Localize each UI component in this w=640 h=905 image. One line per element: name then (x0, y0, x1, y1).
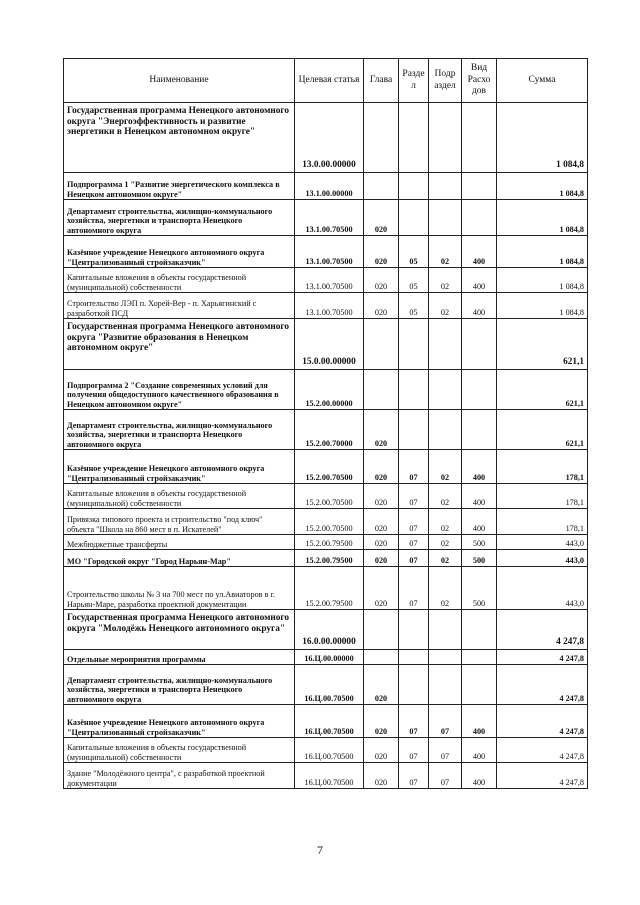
cell-exp-type (462, 650, 497, 665)
header-exp-type: Вид Расхо дов (462, 59, 497, 103)
cell-exp-type: 400 (462, 236, 497, 268)
cell-section: 07 (399, 567, 429, 610)
cell-subsection: 02 (429, 268, 462, 293)
table-row (64, 738, 588, 763)
cell-name: Привязка типового проекта и строительство "под ключ" объекта "Школа на 860 мест в п. Искателей" (64, 509, 295, 535)
cell-article: 16.Ц.00.70500 (295, 665, 364, 705)
cell-article: 15.2.00.79500 (295, 550, 364, 567)
cell-chapter (364, 173, 399, 200)
header-subsection: Подр аздел (429, 59, 462, 103)
cell-article: 15.2.00.79500 (295, 535, 364, 550)
page-number: 7 (317, 843, 323, 857)
cell-section: 07 (399, 550, 429, 567)
cell-section: 07 (399, 763, 429, 789)
cell-section (399, 650, 429, 665)
cell-name: Казённое учреждение Ненецкого автономного округа "Централизованный стройзаказчик" (64, 236, 295, 268)
cell-section: 07 (399, 738, 429, 763)
cell-chapter: 020 (364, 293, 399, 319)
cell-subsection (429, 319, 462, 370)
cell-chapter: 020 (364, 450, 399, 484)
cell-chapter: 020 (364, 763, 399, 789)
cell-amount: 178,1 (497, 484, 588, 509)
cell-article: 15.2.00.00000 (295, 370, 364, 410)
cell-subsection: 07 (429, 738, 462, 763)
cell-name: Государственная программа Ненецкого автономного округа "Молодёжь Ненецкого автономного округа" (64, 610, 295, 650)
cell-name: Департамент строительства, жилищно-коммунального хозяйства, энергетики и транспорта Ненецкого автономного округа (64, 665, 295, 705)
header-chapter: Глава (364, 59, 399, 103)
table-row (64, 705, 588, 738)
cell-article: 13.1.00.70500 (295, 236, 364, 268)
cell-chapter: 020 (364, 738, 399, 763)
cell-article: 16.Ц.00.70500 (295, 738, 364, 763)
cell-amount: 1 084,8 (497, 268, 588, 293)
cell-section: 07 (399, 450, 429, 484)
cell-subsection: 02 (429, 509, 462, 535)
cell-subsection (429, 410, 462, 450)
table-row (64, 410, 588, 450)
cell-article: 13.1.00.70500 (295, 268, 364, 293)
cell-name: Департамент строительства, жилищно-коммунального хозяйства, энергетики и транспорта Ненецкого автономного округа (64, 410, 295, 450)
cell-subsection: 02 (429, 567, 462, 610)
cell-chapter: 020 (364, 550, 399, 567)
cell-name: МО "Городской округ "Город Нарьян-Мар" (64, 550, 295, 567)
cell-name: Межбюджетные трансферты (64, 535, 295, 550)
cell-chapter: 020 (364, 410, 399, 450)
cell-section: 07 (399, 484, 429, 509)
table-row (64, 293, 588, 319)
cell-exp-type: 400 (462, 450, 497, 484)
cell-name: Казённое учреждение Ненецкого автономного округа "Централизованный стройзаказчик" (64, 450, 295, 484)
cell-amount: 1 084,8 (497, 293, 588, 319)
cell-exp-type: 400 (462, 293, 497, 319)
cell-section (399, 665, 429, 705)
cell-article: 15.2.00.70500 (295, 450, 364, 484)
cell-amount: 621,1 (497, 319, 588, 370)
table-row (64, 763, 588, 789)
cell-exp-type: 400 (462, 509, 497, 535)
header-article: Целевая статья (295, 59, 364, 103)
cell-section: 07 (399, 705, 429, 738)
cell-article: 13.1.00.70500 (295, 293, 364, 319)
cell-article: 16.Ц.00.00000 (295, 650, 364, 665)
cell-section (399, 610, 429, 650)
cell-exp-type: 500 (462, 567, 497, 610)
cell-article: 16.0.00.00000 (295, 610, 364, 650)
cell-subsection (429, 200, 462, 236)
cell-amount: 621,1 (497, 410, 588, 450)
cell-amount: 1 084,8 (497, 173, 588, 200)
cell-amount: 4 247,8 (497, 650, 588, 665)
cell-section (399, 173, 429, 200)
table-row (64, 450, 588, 484)
cell-name: Отдельные мероприятия программы (64, 650, 295, 665)
cell-chapter: 020 (364, 268, 399, 293)
cell-chapter: 020 (364, 236, 399, 268)
cell-section: 05 (399, 268, 429, 293)
cell-chapter (364, 610, 399, 650)
cell-name: Подпрограмма 1 "Развитие энергетического комплекса в Ненецком автономном округе" (64, 173, 295, 200)
cell-chapter: 020 (364, 567, 399, 610)
cell-article: 16.Ц.00.70500 (295, 705, 364, 738)
cell-subsection: 02 (429, 236, 462, 268)
cell-subsection (429, 103, 462, 173)
cell-name: Здание "Молодёжного центра", с разработкой проектной документации (64, 763, 295, 789)
cell-article: 13.0.00.00000 (295, 103, 364, 173)
table-row (64, 370, 588, 410)
cell-name: Капитальные вложения в объекты государственной (муниципальной) собственности (64, 484, 295, 509)
cell-exp-type: 400 (462, 268, 497, 293)
cell-name: Государственная программа Ненецкого автономного округа "Развитие образования в Ненецком автономном округе" (64, 319, 295, 370)
cell-name: Подпрограмма 2 "Создание современных условий для получения общедоступного качественного образования в Ненецком автономном округе" (64, 370, 295, 410)
cell-article: 13.1.00.70500 (295, 200, 364, 236)
cell-chapter: 020 (364, 200, 399, 236)
cell-exp-type (462, 610, 497, 650)
header-amount: Сумма (497, 59, 588, 103)
cell-exp-type (462, 173, 497, 200)
cell-section (399, 370, 429, 410)
cell-subsection: 02 (429, 550, 462, 567)
cell-exp-type (462, 665, 497, 705)
cell-article: 15.0.00.00000 (295, 319, 364, 370)
cell-subsection: 02 (429, 484, 462, 509)
cell-subsection: 02 (429, 450, 462, 484)
cell-section (399, 319, 429, 370)
header-section: Разде л (399, 59, 429, 103)
cell-article: 15.2.00.70000 (295, 410, 364, 450)
cell-chapter (364, 370, 399, 410)
cell-amount: 443,0 (497, 550, 588, 567)
cell-name: Строительство школы № 3 на 700 мест по ул.Авиаторов в г. Нарьян-Маре, разработка проектной документации (64, 567, 295, 610)
cell-exp-type (462, 410, 497, 450)
cell-amount: 1 084,8 (497, 200, 588, 236)
cell-exp-type: 400 (462, 705, 497, 738)
cell-subsection (429, 370, 462, 410)
table-row (64, 268, 588, 293)
cell-subsection: 02 (429, 293, 462, 319)
table-row (64, 535, 588, 550)
cell-article: 13.1.00.00000 (295, 173, 364, 200)
cell-name: Департамент строительства, жилищно-коммунального хозяйства, энергетики и транспорта Ненецкого автономного округа (64, 200, 295, 236)
cell-section (399, 103, 429, 173)
cell-section: 07 (399, 509, 429, 535)
cell-chapter (364, 103, 399, 173)
cell-subsection: 07 (429, 763, 462, 789)
cell-exp-type: 400 (462, 738, 497, 763)
cell-section: 05 (399, 236, 429, 268)
budget-table (63, 58, 588, 789)
cell-exp-type (462, 103, 497, 173)
table-row (64, 550, 588, 567)
cell-amount: 4 247,8 (497, 738, 588, 763)
cell-subsection: 07 (429, 705, 462, 738)
cell-name: Капитальные вложения в объекты государственной (муниципальной) собственности (64, 268, 295, 293)
table-row (64, 650, 588, 665)
cell-amount: 178,1 (497, 509, 588, 535)
table-row (64, 567, 588, 610)
cell-article: 15.2.00.79500 (295, 567, 364, 610)
cell-amount: 1 084,8 (497, 103, 588, 173)
table-row (64, 484, 588, 509)
cell-subsection (429, 665, 462, 705)
cell-amount: 4 247,8 (497, 665, 588, 705)
cell-name: Строительство ЛЭП п. Хорей-Вер - п. Харьягинский с разработкой ПСД (64, 293, 295, 319)
cell-article: 15.2.00.70500 (295, 509, 364, 535)
cell-chapter: 020 (364, 509, 399, 535)
table-row (64, 610, 588, 650)
cell-article: 16.Ц.00.70500 (295, 763, 364, 789)
cell-name: Казённое учреждение Ненецкого автономного округа "Централизованный стройзаказчик" (64, 705, 295, 738)
cell-chapter: 020 (364, 665, 399, 705)
cell-name: Капитальные вложения в объекты государственной (муниципальной) собственности (64, 738, 295, 763)
cell-amount: 621,1 (497, 370, 588, 410)
cell-chapter (364, 319, 399, 370)
cell-name: Государственная программа Ненецкого автономного округа "Энергоэффективность и развитие энергетики в Ненецком автономном округе" (64, 103, 295, 173)
table-row (64, 319, 588, 370)
table-row (64, 509, 588, 535)
table-row (64, 200, 588, 236)
cell-section: 07 (399, 535, 429, 550)
cell-chapter: 020 (364, 705, 399, 738)
table-row (64, 236, 588, 268)
header-row (64, 59, 588, 103)
cell-exp-type (462, 200, 497, 236)
cell-amount: 443,0 (497, 535, 588, 550)
cell-chapter: 020 (364, 535, 399, 550)
cell-exp-type: 500 (462, 535, 497, 550)
cell-subsection: 02 (429, 535, 462, 550)
cell-exp-type: 500 (462, 550, 497, 567)
header-name: Наименование (64, 59, 295, 103)
table-row (64, 103, 588, 173)
cell-amount: 443,0 (497, 567, 588, 610)
cell-section (399, 410, 429, 450)
cell-amount: 178,1 (497, 450, 588, 484)
cell-article: 15.2.00.70500 (295, 484, 364, 509)
cell-chapter (364, 650, 399, 665)
cell-exp-type (462, 319, 497, 370)
cell-section: 05 (399, 293, 429, 319)
cell-section (399, 200, 429, 236)
cell-amount: 4 247,8 (497, 705, 588, 738)
cell-exp-type (462, 370, 497, 410)
cell-amount: 4 247,8 (497, 763, 588, 789)
cell-amount: 4 247,8 (497, 610, 588, 650)
cell-exp-type: 400 (462, 763, 497, 789)
table-row (64, 665, 588, 705)
cell-subsection (429, 610, 462, 650)
cell-chapter: 020 (364, 484, 399, 509)
cell-amount: 1 084,8 (497, 236, 588, 268)
cell-exp-type: 400 (462, 484, 497, 509)
cell-subsection (429, 650, 462, 665)
cell-subsection (429, 173, 462, 200)
table-row (64, 173, 588, 200)
